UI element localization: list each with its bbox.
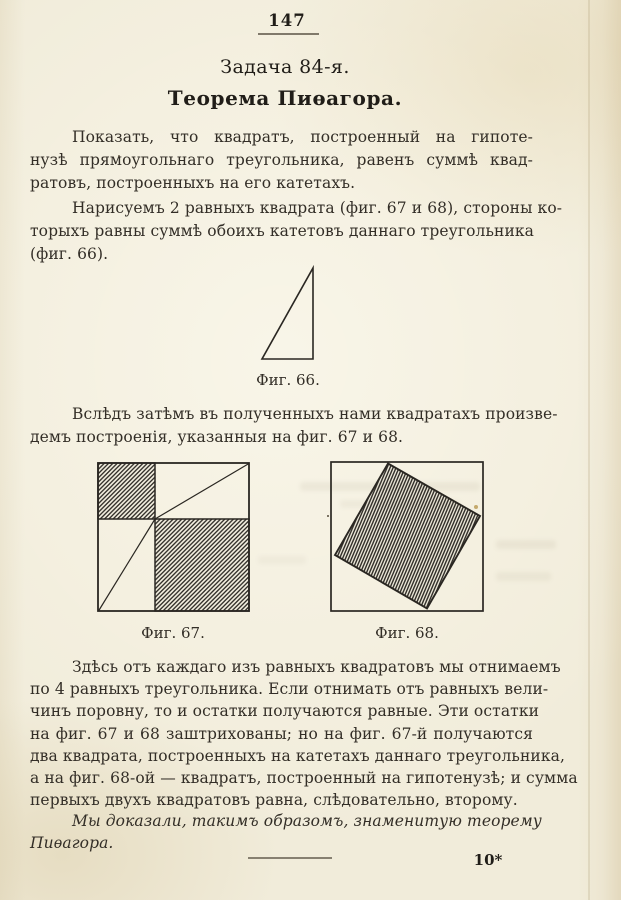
problem-title: Задача 84-я.: [220, 56, 350, 78]
text-line: Мы доказали, такимъ образомъ, знаменитую теорему: [72, 812, 542, 830]
text-line: Здѣсь отъ каждаго изъ равныхъ квадратовъ мы отнимаемъ: [72, 658, 561, 676]
text-line: а на фиг. 68-ой — квадратъ, построенный на гипотенузѣ; и сумма: [30, 768, 578, 787]
page-showthrough: [496, 572, 551, 581]
text-line: по 4 равныхъ треугольника. Если отнимать отъ равныхъ вели-: [30, 680, 549, 699]
text-line: два квадрата, построенныхъ на катетахъ даннаго треугольника,: [30, 746, 565, 765]
printer-signature-mark: 10*: [473, 851, 503, 869]
text-line: Нарисуемъ 2 равныхъ квадрата (фиг. 67 и 68), стороны ко-: [72, 199, 563, 217]
text-line: на фиг. 67 и 68 заштрихованы; но на фиг. 67-й получаются: [30, 724, 533, 743]
page-number: 147: [268, 11, 306, 30]
text-line: Вслѣдъ затѣмъ въ полученныхъ нами квадратахъ произве-: [72, 405, 558, 423]
text-line: Пиѳагора.: [30, 834, 114, 853]
figure-68-square-on-hypotenuse: [330, 461, 485, 613]
paragraph-construction: [30, 197, 563, 266]
text-line: демъ построенія, указанныя на фиг. 67 и 68.: [30, 428, 404, 446]
figure-68-caption: Фиг. 68.: [375, 624, 439, 642]
text-line: ратовъ, построенныхъ на его катетахъ.: [30, 174, 356, 192]
page-number-rule: [258, 33, 319, 35]
paragraph-statement: [30, 126, 533, 195]
text-line: нузѣ прямоугольнаго треугольника, равенъ суммѣ квад-: [30, 151, 533, 169]
text-line: торыхъ равны суммѣ обоихъ катетовъ даннаго треугольника: [30, 222, 535, 240]
page-crease: [588, 0, 590, 900]
paragraph-conclusion: [30, 810, 542, 854]
section-end-rule: [248, 857, 332, 859]
paper-speck: [327, 515, 329, 517]
page-showthrough: [258, 556, 306, 564]
figure-66-caption: Фиг. 66.: [256, 371, 320, 389]
figure-66-right-triangle: [250, 264, 325, 364]
page-showthrough: [496, 540, 556, 549]
text-line: (фиг. 66).: [30, 245, 109, 263]
figure-67-squares-on-legs: [97, 462, 250, 613]
text-line: первыхъ двухъ квадратовъ равна, слѣдовательно, второму.: [30, 791, 518, 810]
text-line: Показать, что квадратъ, построенный на гипоте-: [72, 128, 533, 146]
paragraph-instruction: [30, 403, 558, 449]
text-line: чинъ поровну, то и остатки получаются равные. Эти остатки: [30, 702, 540, 721]
theorem-title: Теорема Пиѳагора.: [167, 86, 403, 110]
figure-67-caption: Фиг. 67.: [141, 624, 205, 642]
paragraph-proof: [30, 656, 578, 811]
